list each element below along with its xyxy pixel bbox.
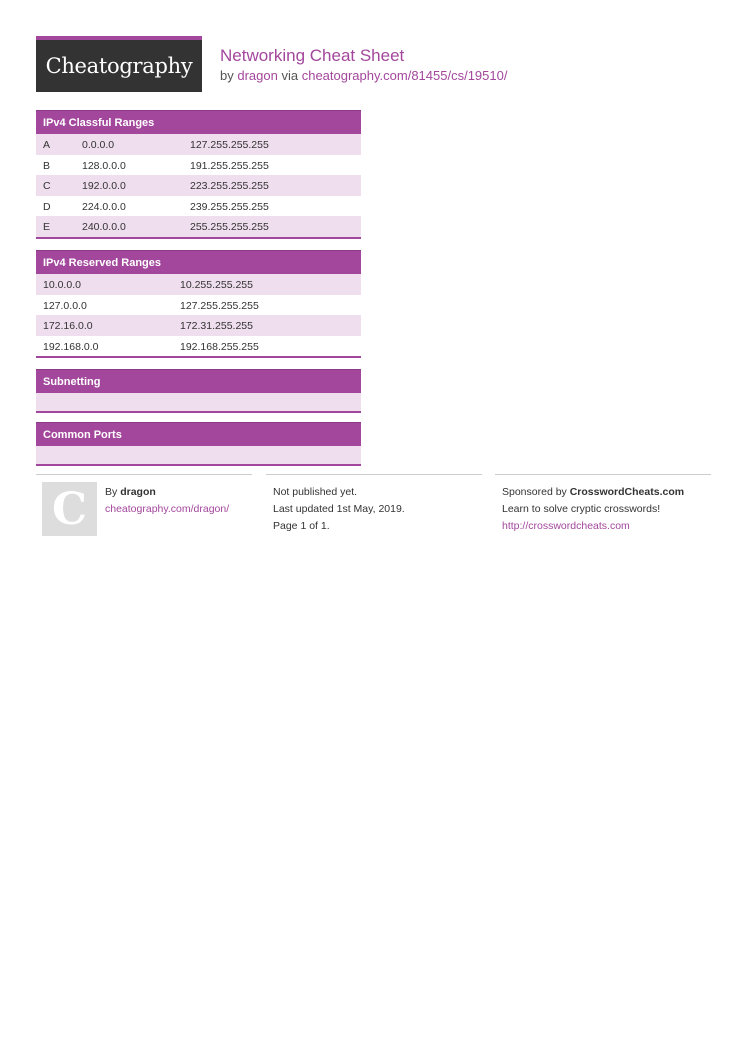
table-row [36, 175, 361, 196]
class-cell: D [43, 200, 51, 213]
table-row [36, 274, 361, 295]
start-cell: 224.0.0.0 [82, 200, 126, 213]
last-updated: Last updated 1st May, 2019. [273, 503, 405, 515]
start-cell: 192.0.0.0 [82, 180, 126, 193]
common-ports-section [36, 422, 361, 466]
sponsor-link[interactable]: http://crosswordcheats.com [502, 520, 630, 532]
sponsor-name: CrosswordCheats.com [569, 486, 685, 498]
table-row [36, 155, 361, 176]
end-cell: 172.31.255.255 [180, 320, 253, 333]
published-status: Not published yet. [273, 486, 358, 498]
start-cell: 10.0.0.0 [43, 279, 81, 291]
empty-content [36, 446, 361, 464]
end-cell: 192.168.255.255 [180, 340, 259, 353]
byline-via: via [281, 68, 299, 83]
class-cell: A [43, 139, 51, 151]
start-cell: 172.16.0.0 [43, 320, 93, 333]
author-link[interactable]: dragon [237, 68, 278, 83]
end-cell: 255.255.255.255 [190, 221, 269, 234]
page-number: Page 1 of 1. [273, 520, 330, 532]
table-row [36, 216, 361, 237]
footer-by-prefix: By [105, 486, 118, 498]
class-cell: E [43, 221, 51, 234]
classful-ranges-section [36, 110, 361, 239]
section-heading: IPv4 Classful Ranges [36, 110, 361, 134]
end-cell: 191.255.255.255 [190, 159, 269, 172]
section-divider [36, 356, 361, 358]
sponsor-prefix: Sponsored by [502, 486, 567, 498]
start-cell: 192.168.0.0 [43, 340, 99, 353]
start-cell: 128.0.0.0 [82, 159, 126, 172]
class-cell: B [43, 159, 51, 172]
avatar[interactable] [42, 482, 97, 536]
end-cell: 10.255.255.255 [180, 279, 253, 291]
start-cell: 127.0.0.0 [43, 299, 87, 312]
section-heading: Subnetting [36, 369, 361, 393]
section-heading: Common Ports [36, 422, 361, 446]
subnetting-section [36, 369, 361, 413]
sponsor-line [502, 486, 684, 498]
section-heading: IPv4 Reserved Ranges [36, 250, 361, 274]
avatar-letter: C [51, 483, 88, 535]
sponsor-tagline: Learn to solve cryptic crosswords! [502, 503, 661, 515]
byline-prefix: by [220, 68, 234, 83]
footer-divider [36, 474, 252, 475]
page-title: Networking Cheat Sheet [220, 46, 405, 65]
end-cell: 223.255.255.255 [190, 180, 269, 193]
section-divider [36, 464, 361, 466]
end-cell: 127.255.255.255 [190, 139, 269, 151]
empty-content [36, 393, 361, 411]
footer-divider [266, 474, 482, 475]
section-divider [36, 411, 361, 413]
table-row [36, 315, 361, 336]
table-row [36, 336, 361, 357]
start-cell: 240.0.0.0 [82, 221, 126, 234]
footer-divider [495, 474, 711, 475]
table-row [36, 196, 361, 217]
end-cell: 127.255.255.255 [180, 299, 259, 312]
section-divider [36, 237, 361, 239]
table-row [36, 295, 361, 316]
byline [220, 68, 507, 83]
end-cell: 239.255.255.255 [190, 200, 269, 213]
start-cell: 0.0.0.0 [82, 139, 115, 151]
author-profile-link[interactable]: cheatography.com/dragon/ [105, 503, 230, 515]
table-row [36, 134, 361, 155]
reserved-ranges-section [36, 250, 361, 358]
class-cell: C [43, 180, 51, 193]
footer-author-name: dragon [120, 486, 156, 498]
sheet-url-link[interactable]: cheatography.com/81455/cs/19510/ [301, 68, 508, 83]
logo-text: Cheatography [45, 54, 193, 78]
footer-author [105, 486, 156, 498]
cheatography-logo[interactable] [36, 36, 202, 92]
